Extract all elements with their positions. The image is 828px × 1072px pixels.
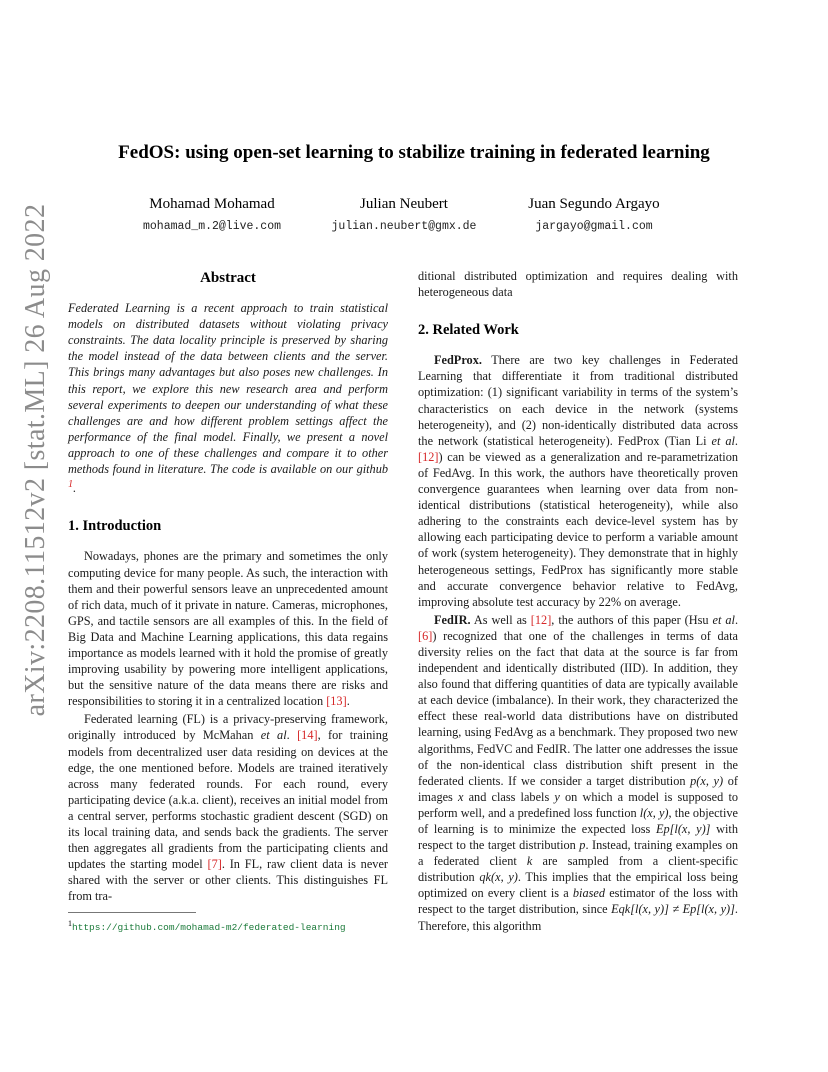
citation-link[interactable]: [14] [297,728,318,743]
fedprox-label: FedProx. [434,353,482,368]
author-1 [102,196,322,233]
math-expression: Ep[l(x, y)] [655,822,711,836]
author-email: julian.neubert@gmx.de [331,220,477,233]
abstract-heading: Abstract [200,270,256,286]
fedir-label: FedIR. [434,612,471,627]
intro-heading: 1. Introduction [68,518,162,535]
arxiv-sidebar-stamp [14,203,58,717]
footnote-marker[interactable]: 1 [68,479,74,491]
left-column [68,268,388,935]
math-expression: l(x, y) [639,805,669,820]
math-expression: x [457,789,464,804]
math-expression: Eqk[l(x, y)] ≠ Ep[l(x, y)] [611,902,735,917]
continued-paragraph: ditional distributed optimization and requires dealing with heterogeneous data [418,269,738,300]
fedprox-paragraph: FedProx. There are two key challenges in Federated Learning that differentiate it from traditional distributed optimization: (1) significant variability in terms of the system’s characteristics on each device in the network (systems heterogeneity), and (2) non-identically distributed data across the network (statistical heterogeneity). FedProx (Tian Li et al. [12]) can be viewed as a generalization and re-parametrization of FedAvg. In this work, the authors have theoretically proven convergence guarantees when learning over data from non-identical distributions (statistical heterogeneity), while also adhering to the constraints each device-level system has by allowing each participating device to perform a variable amount of work (system heterogeneity). They demonstrate that in highly heterogeneous settings, FedProx has significantly more stable and accurate convergence behavior relative to FedAvg, improving absolute test accuracy by 22% on average. [418,353,738,609]
author-name: Julian Neubert [360,196,448,212]
math-expression: p [579,838,586,853]
citation-link[interactable]: [13] [326,694,347,709]
footnote [68,917,388,934]
math-expression: qk(x, y) [479,870,518,885]
footnote-number: 1 [68,919,72,929]
author-2 [294,196,514,233]
citation-link[interactable]: [6] [418,628,433,643]
fedir-paragraph: FedIR. As well as [12], the authors of this paper (Hsu et al. [6]) recognized that one of the challenges in terms of data diversity relies on the fact that data at the source is far from independent and identically distributed (IID). In addition, they also found that differing quantities of data are typically available at each device (imbalance). In their work, they characterized the effect these real-world data distributions have on distributed learning, using FedAvg as a benchmark. They proposed two new algorithms, FedVC and FedIR. The latter one addresses the issue of the non-identical class distribution shift present in the federated clients. If we consider a target distribution p(x, y) of images x and class labels y on which a model is supposed to perform well, and a predefined loss function l(x, y), the objective of learning is to minimize the expected loss Ep[l(x, y)] with respect to the target distribution p. Instead, training examples on a federated client k are sampled from a client-specific distribution qk(x, y). This implies that the empirical loss being optimized on every client is a biased estimator of the loss with respect to the target distribution, since Eqk[l(x, y)] ≠ Ep[l(x, y)]. Therefore, this algorithm [418,612,739,933]
author-name: Mohamad Mohamad [149,196,275,212]
math-expression: y [554,789,560,804]
arxiv-identifier: arXiv:2208.11512v2 [stat.ML] 26 Aug 2022 [20,203,51,717]
citation-link[interactable]: [12] [418,449,439,464]
math-expression: p(x, y) [690,773,724,788]
citation-link[interactable]: [7] [207,857,222,872]
author-name: Juan Segundo Argayo [528,196,660,212]
related-work-heading: 2. Related Work [418,322,519,339]
author-email: jargayo@gmail.com [535,220,653,233]
paper-title: FedOS: using open-set learning to stabilize training in federated learning [118,142,710,163]
abstract-text: Federated Learning is a recent approach to train statistical models on distributed datasets without violating privacy constraints. The data locality principle is preserved by sharing the model instead of the data between clients and the server. This brings many advantages but also poses new challenges. In this report, we explore this new research area and perform several experiments to deepen our understanding of what these challenges are and how different problem settings affect the performance of the final model. Finally, we present a novel approach to one of these challenges and compare it to other methods found in literature. The code is available on our github $^1$. [68,301,388,496]
math-expression: k [526,854,533,869]
author-email: mohamad_m.2@live.com [142,220,282,233]
intro-paragraph-2: Federated learning (FL) is a privacy-preserving framework, originally introduced by McMahan et al. [14], for training models from decentralized user data residing on devices at the edge, the one mentioned before. Models are trained iteratively across many federated rounds. For each round, every participating device (a.k.a. client), receives an initial model from a central server, performs stochastic gradient descent (SGD) on its local training data, and sends back the gradients. The server then aggregates all gradients from the participating clients and updates the starting model [7]. In FL, raw client data is never shared with the server or other clients. This distinguishes FL from tra- [68,712,389,904]
citation-link[interactable]: [12] [530,612,552,627]
footnote-rule [68,912,196,913]
github-link[interactable]: https://github.com/mohamad-m2/federated-learning [71,922,346,934]
intro-paragraph-1: Nowadays, phones are the primary and sometimes the only computing device for many people. As such, the interaction with them and their powerful sensors leave an unprecedented amount of rich data, much of it private in nature. Cameras, microphones, GPS, and tactile sensors are all examples of this. In the field of Big Data and Machine Learning applications, this data regains importance as models learned with it hold the promise of greatly improving usability by powering more intelligent applications, but the sensitive nature of the data means there are risks and responsibilities to storing it in a centralized location [13]. [68,549,388,709]
author-3 [484,196,704,233]
right-column [418,268,738,934]
